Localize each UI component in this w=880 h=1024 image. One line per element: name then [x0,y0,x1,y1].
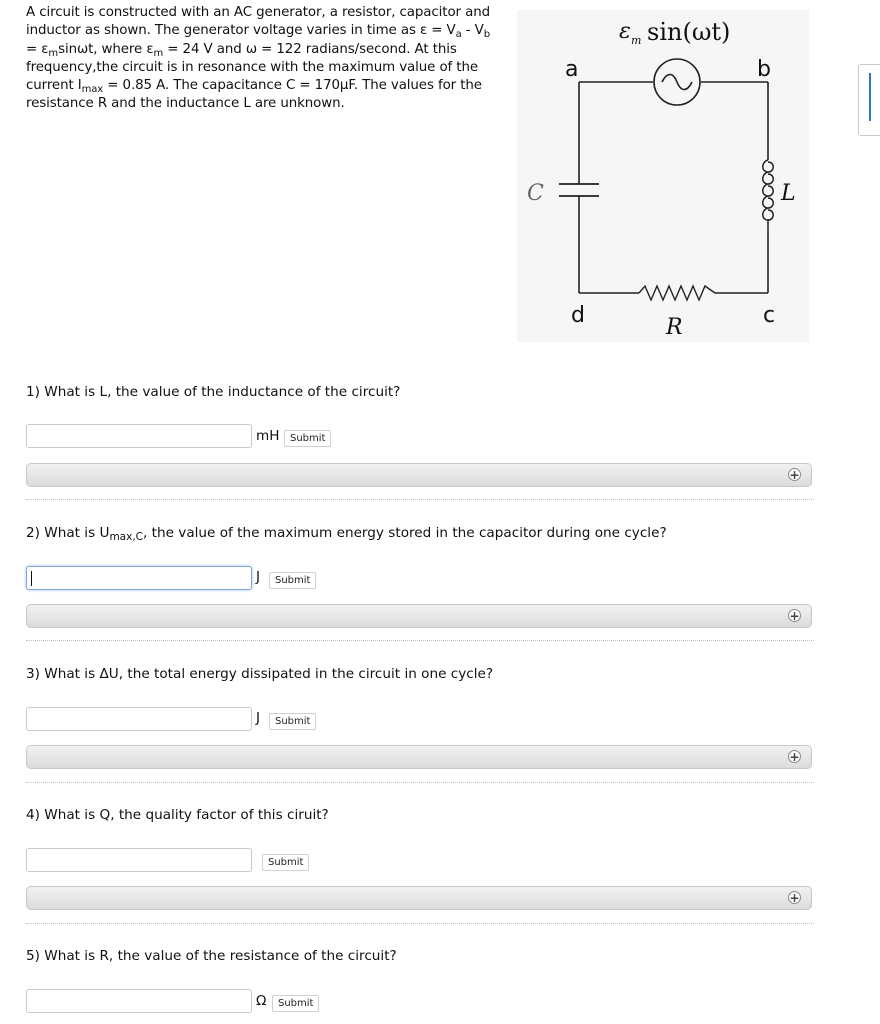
answer-input-5[interactable] [26,989,252,1013]
intro-text: = 24 V and ω = 122 radians/second. At this frequency,the circuit is in resonance with the maximum value of the current I [26,41,478,94]
intro-sub: max [81,84,104,96]
inductor-coil-symbol [763,160,774,232]
intro-text: = ε [26,41,49,57]
hint-bar-3[interactable] [26,745,812,769]
question-1-text: 1) What is L, the value of the inductance of the circuit? [26,384,401,400]
submit-button-5[interactable]: Submit [272,995,319,1012]
unit-label-1: mH [256,428,280,444]
intro-sub: b [483,29,490,41]
section-divider [26,923,814,924]
plus-circle-icon[interactable]: + [789,609,800,623]
hint-bar-4[interactable] [26,886,812,910]
answer-input-4[interactable] [26,848,252,872]
side-panel-edge [858,64,880,136]
submit-button-4[interactable]: Submit [262,854,309,871]
answer-input-1[interactable] [26,424,252,448]
unit-label-5: Ω [256,993,267,1009]
inductor-label: L [781,181,796,206]
intro-sub: a [455,29,462,41]
resistor-label: R [666,315,683,340]
node-label-d: d [571,303,585,328]
intro-text: sinωt, where ε [58,41,154,57]
emf-subscript: m [631,34,642,47]
circuit-diagram [517,10,809,342]
question-2-text-b: , the value of the maximum energy stored in the capacitor during one cycle? [143,525,667,541]
answer-input-3[interactable] [26,707,252,731]
emf-symbol: ε [619,19,631,44]
question-2-text-a: 2) What is U [26,525,110,541]
submit-button-2[interactable]: Submit [269,572,316,589]
hint-bar-1[interactable] [26,463,812,487]
intro-sub: m [48,47,59,59]
intro-text: = 0.85 A. The capacitance C = 170μF. The values for the resistance R and the inductance L are unknown. [26,78,482,112]
intro-text: - V [461,23,484,39]
plus-circle-icon[interactable]: + [789,468,800,482]
resistor-symbol [639,286,715,300]
node-label-c: c [763,303,776,328]
answer-input-2[interactable] [26,566,252,590]
question-2-subscript: max,C [109,531,143,543]
plus-circle-icon[interactable]: + [789,891,800,905]
section-divider [26,640,814,641]
capacitor-label: C [527,181,544,206]
text-caret [31,571,32,586]
unit-label-2: J [256,569,261,585]
section-divider [26,782,814,783]
node-label-b: b [757,57,771,82]
question-3-text: 3) What is ΔU, the total energy dissipated in the circuit in one cycle? [26,666,494,682]
side-panel-accent [869,73,871,121]
unit-label-3: J [256,710,261,726]
problem-statement [26,4,501,114]
submit-button-1[interactable]: Submit [284,430,331,447]
hint-bar-2[interactable] [26,604,812,628]
plus-circle-icon[interactable]: + [789,750,800,764]
intro-text: A circuit is constructed with an AC generator, a resistor, capacitor and inductor as shown. The generator voltage varies in time as ε = V [26,5,490,39]
intro-sub: m [153,47,164,59]
submit-button-3[interactable]: Submit [269,713,316,730]
section-divider [26,499,814,500]
question-5-text: 5) What is R, the value of the resistance of the circuit? [26,948,397,964]
question-2-text [26,525,667,541]
sine-function-label: sin(ωt) [647,18,731,46]
node-label-a: a [565,57,579,82]
question-4-text: 4) What is Q, the quality factor of this ciruit? [26,807,329,823]
